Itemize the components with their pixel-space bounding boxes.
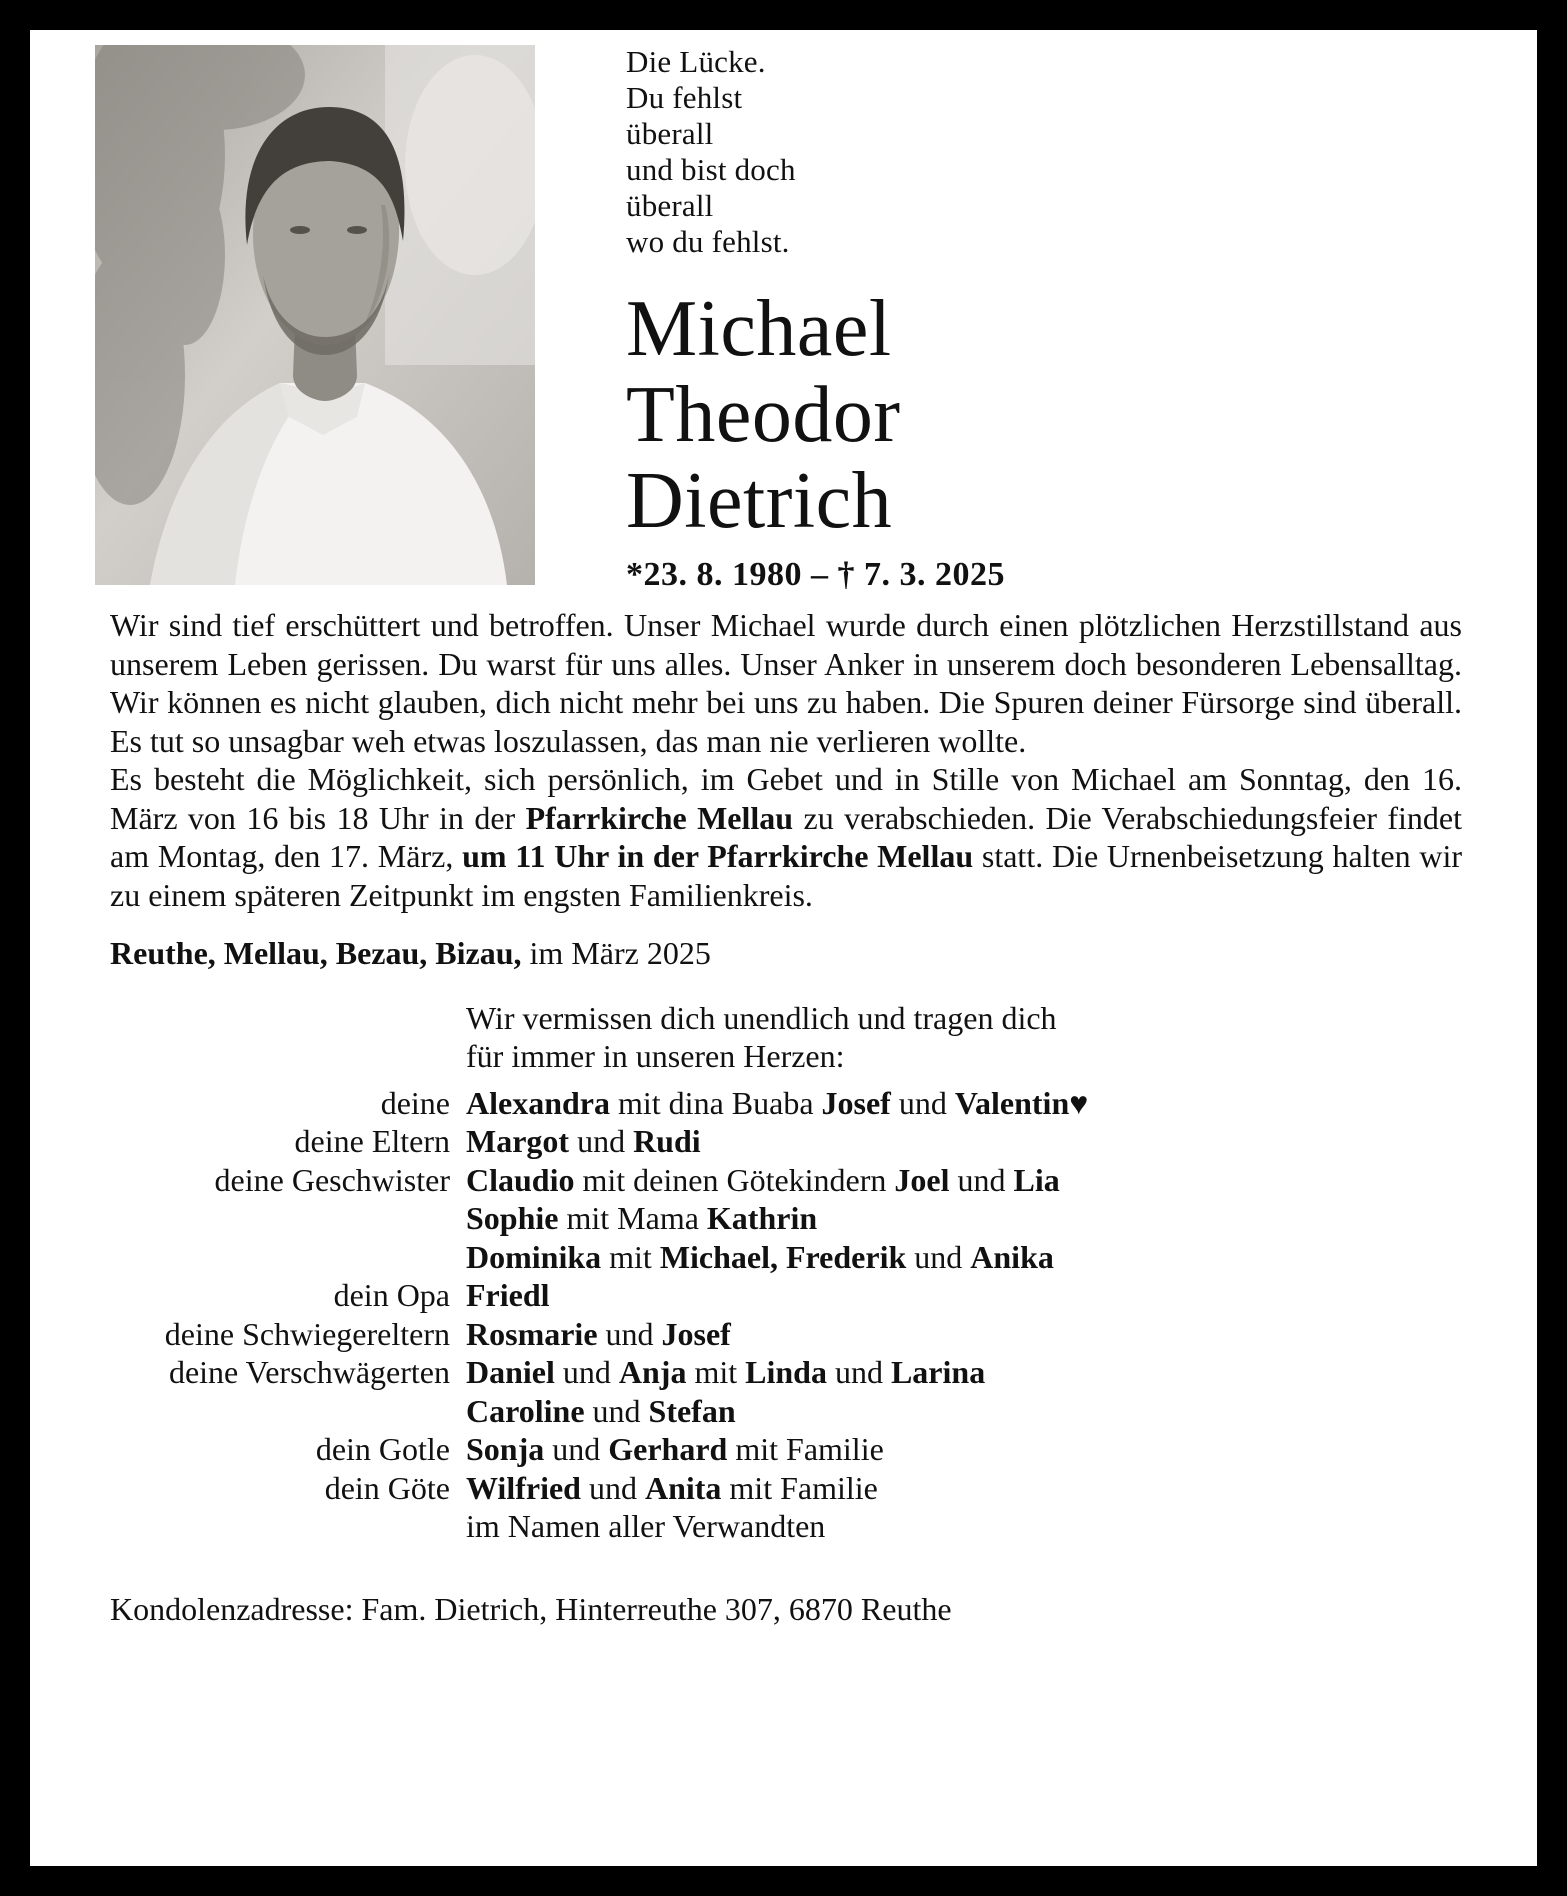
poem-line: überall bbox=[626, 188, 714, 223]
text-segment: Alexandra bbox=[466, 1084, 610, 1121]
text-segment: zu verabschieden. Die Verabschiedungsfeier findet am Montag, den 17. März, bbox=[110, 799, 1463, 874]
name-line: Michael bbox=[626, 285, 892, 373]
text-segment: Lia bbox=[1013, 1161, 1060, 1198]
text-segment: Josef bbox=[821, 1084, 891, 1121]
header bbox=[626, 44, 1506, 594]
text-segment: Friedl bbox=[466, 1277, 550, 1313]
text-segment: und bbox=[584, 1392, 649, 1429]
text-segment: und bbox=[554, 1354, 619, 1390]
family-members bbox=[466, 1469, 1462, 1508]
text-segment: mit Familie bbox=[727, 1431, 884, 1467]
family-relation-label: deine Geschwister bbox=[214, 1161, 450, 1198]
text-segment: statt. Die Urnenbeisetzung halten wir zu einem späteren Zeitpunkt im engsten Familienkreis. bbox=[110, 838, 1463, 913]
text-segment: und bbox=[826, 1354, 891, 1390]
text-segment: Dominika bbox=[466, 1238, 602, 1275]
text-segment: Larina bbox=[890, 1354, 986, 1390]
family-relation-label bbox=[110, 1392, 450, 1431]
obituary-paragraph-2 bbox=[110, 760, 1462, 914]
family-members bbox=[466, 1430, 1462, 1469]
text-segment: und bbox=[569, 1123, 634, 1159]
text-segment: Linda bbox=[745, 1354, 827, 1390]
text-segment: mit Familie bbox=[721, 1469, 878, 1506]
text-segment: und bbox=[906, 1238, 971, 1275]
text-segment: mit Mama bbox=[558, 1200, 707, 1236]
main-text-column bbox=[110, 606, 1462, 1628]
family-relation-label bbox=[110, 1507, 450, 1546]
text-segment: Anja bbox=[618, 1354, 687, 1390]
family-members bbox=[466, 1276, 1462, 1315]
deceased-name bbox=[626, 286, 1506, 544]
family-relation-label: dein Gotle bbox=[315, 1431, 450, 1467]
text-segment: um 11 Uhr in der Pfarrkirche Mellau bbox=[462, 838, 974, 874]
text-segment: Stefan bbox=[648, 1392, 736, 1429]
family-relation-label bbox=[110, 1199, 450, 1238]
text-segment: Kathrin bbox=[706, 1200, 818, 1236]
text-segment: Anita bbox=[644, 1469, 722, 1506]
family-members bbox=[466, 1315, 1462, 1354]
remembrance-intro bbox=[466, 999, 1462, 1076]
text-segment: mit dina Buaba bbox=[610, 1084, 822, 1121]
text-segment: Daniel bbox=[466, 1354, 555, 1390]
family-members bbox=[466, 1122, 1462, 1161]
text-segment: mit bbox=[601, 1238, 660, 1275]
text-segment: Claudio bbox=[466, 1161, 575, 1198]
text-segment: Gerhard bbox=[608, 1431, 728, 1467]
family-members bbox=[466, 1199, 1462, 1238]
family-members bbox=[466, 1238, 1462, 1277]
text-segment: Sophie bbox=[466, 1200, 559, 1236]
family-relation-label: deine Eltern bbox=[294, 1123, 450, 1159]
text-segment: Margot bbox=[466, 1123, 570, 1159]
text-segment: Joel bbox=[894, 1161, 950, 1198]
text-segment: Caroline bbox=[466, 1392, 585, 1429]
text-segment: Reuthe, Mellau, Bezau, Bizau, bbox=[110, 935, 522, 971]
portrait-photo bbox=[95, 45, 535, 585]
poem-line: überall bbox=[626, 116, 714, 151]
poem-line: Die Lücke. bbox=[626, 44, 766, 79]
text-segment: und bbox=[544, 1431, 609, 1467]
family-members bbox=[466, 1353, 1462, 1392]
text-segment: und bbox=[580, 1469, 645, 1506]
poem-line: wo du fehlst. bbox=[626, 224, 790, 259]
text-segment: Es besteht die Möglichkeit, sich persönlich, im Gebet und in Stille von Michael am Sonntag, den 16. März von 16 bis 18 Uhr in der bbox=[110, 761, 1462, 836]
text-segment: Rudi bbox=[633, 1123, 701, 1159]
places-date-line bbox=[110, 934, 1462, 973]
life-dates: *23. 8. 1980 – † 7. 3. 2025 bbox=[626, 556, 1005, 593]
poem-line: Du fehlst bbox=[626, 80, 743, 115]
obituary-paragraph-1: Wir sind tief erschüttert und betroffen. Unser Michael wurde durch einen plötzlichen Herzstillstand aus unserem Leben gerissen. Du warst für uns alles. Unser Anker in unserem doch besonderen Lebensalltag. Wir können es nicht glauben, dich nicht mehr bei uns zu haben. Die Spuren deiner Fürsorge sind überall. Es tut so unsagbar weh etwas loszulassen, das man nie verlieren wollte. bbox=[110, 607, 1462, 759]
text-segment: Wilfried bbox=[466, 1469, 581, 1506]
text-segment: mit deinen Götekindern bbox=[574, 1161, 895, 1198]
family-relation-label: deine Schwiegereltern bbox=[164, 1315, 450, 1352]
family-relation-label: deine Verschwägerten bbox=[168, 1354, 450, 1390]
text-segment: im Namen aller Verwandten bbox=[466, 1508, 826, 1544]
family-relation-label: dein Opa bbox=[333, 1277, 450, 1313]
text-segment: und bbox=[890, 1084, 955, 1121]
text-segment: mit bbox=[686, 1354, 746, 1390]
remembrance-line: für immer in unseren Herzen: bbox=[466, 1038, 845, 1074]
text-segment: im März 2025 bbox=[521, 935, 711, 971]
family-members bbox=[466, 1161, 1462, 1200]
text-segment: Pfarrkirche Mellau bbox=[525, 799, 794, 836]
text-segment: Rosmarie bbox=[466, 1315, 598, 1352]
family-members bbox=[466, 1392, 1462, 1431]
family-relation-label: deine bbox=[380, 1084, 450, 1121]
heart-icon: ♥ bbox=[1069, 1084, 1089, 1121]
name-line: Dietrich bbox=[626, 457, 893, 545]
family-relation-label: dein Göte bbox=[324, 1469, 450, 1506]
text-segment: Valentin bbox=[954, 1084, 1070, 1121]
text-segment: und bbox=[949, 1161, 1014, 1198]
family-relation-label bbox=[110, 1238, 450, 1277]
name-line: Theodor bbox=[626, 371, 901, 459]
condolence-address: Kondolenzadresse: Fam. Dietrich, Hinterreuthe 307, 6870 Reuthe bbox=[110, 1590, 952, 1627]
text-segment: Sonja bbox=[466, 1431, 545, 1467]
text-segment: Michael, Frederik bbox=[659, 1238, 907, 1275]
text-segment: Anika bbox=[970, 1238, 1054, 1275]
text-segment: und bbox=[597, 1315, 662, 1352]
text-segment: Josef bbox=[661, 1315, 731, 1352]
portrait-illustration bbox=[95, 45, 535, 585]
remembrance-line: Wir vermissen dich unendlich und tragen dich bbox=[466, 999, 1057, 1036]
family-members bbox=[466, 1084, 1462, 1123]
family-list bbox=[110, 1084, 1462, 1546]
memorial-poem bbox=[626, 44, 1506, 260]
family-members bbox=[466, 1507, 1462, 1546]
poem-line: und bist doch bbox=[626, 152, 796, 187]
